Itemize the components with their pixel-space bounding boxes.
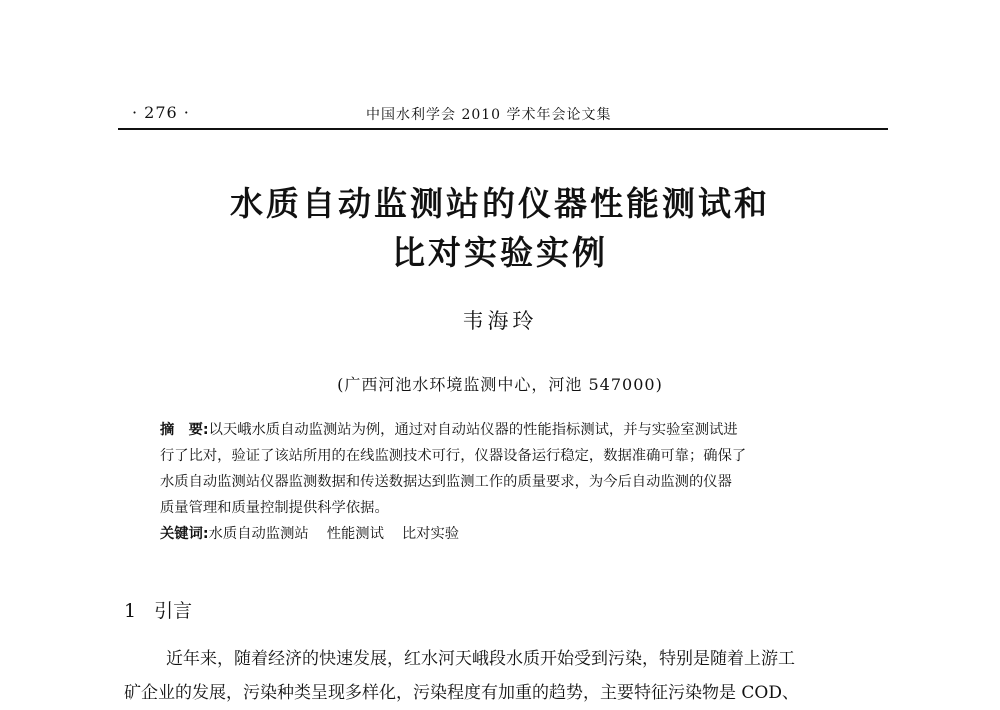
page-number: · 276 · [132, 103, 190, 122]
section-heading [124, 596, 192, 623]
section-number: 1 [124, 600, 137, 622]
abstract-label: 摘 要: [160, 422, 209, 438]
abstract [160, 417, 852, 521]
running-header [118, 100, 888, 130]
abstract-line [160, 417, 852, 443]
author-affiliation: (广西河池水环境监测中心，河池 547000) [337, 375, 663, 394]
body-line: 矿企业的发展，污染种类呈现多样化，污染程度有加重的趋势，主要特征污染物是 COD、 [124, 683, 799, 703]
article-title-line-2: 比对实验实例 [392, 233, 608, 272]
keywords [160, 523, 477, 543]
abstract-line: 水质自动监测站仪器监测数据和传送数据达到监测工作的质量要求，为今后自动监测的仪器 [160, 474, 732, 490]
keyword: 水质自动监测站 [208, 526, 309, 542]
abstract-line: 质量管理和质量控制提供科学依据。 [160, 500, 389, 516]
section-title: 引言 [154, 600, 193, 622]
abstract-line: 行了比对，验证了该站所用的在线监测技术可行，仪器设备运行稳定，数据准确可靠；确保了 [160, 448, 747, 464]
keywords-label: 关键词: [160, 526, 209, 542]
keyword: 性能测试 [326, 526, 384, 542]
author-name: 韦海玲 [462, 309, 538, 333]
keyword: 比对实验 [401, 526, 460, 542]
article-title-line-1: 水质自动监测站的仪器性能测试和 [230, 184, 770, 223]
body-line: 近年来，随着经济的快速发展，红水河天峨段水质开始受到污染，特别是随着上游工 [166, 649, 795, 669]
abstract-text: 以天峨水质自动监测站为例，通过对自动站仪器的性能指标测试，并与实验室测试进 [208, 422, 738, 438]
section-body [124, 642, 894, 710]
journal-title: 中国水利学会 2010 学术年会论文集 [366, 107, 612, 123]
